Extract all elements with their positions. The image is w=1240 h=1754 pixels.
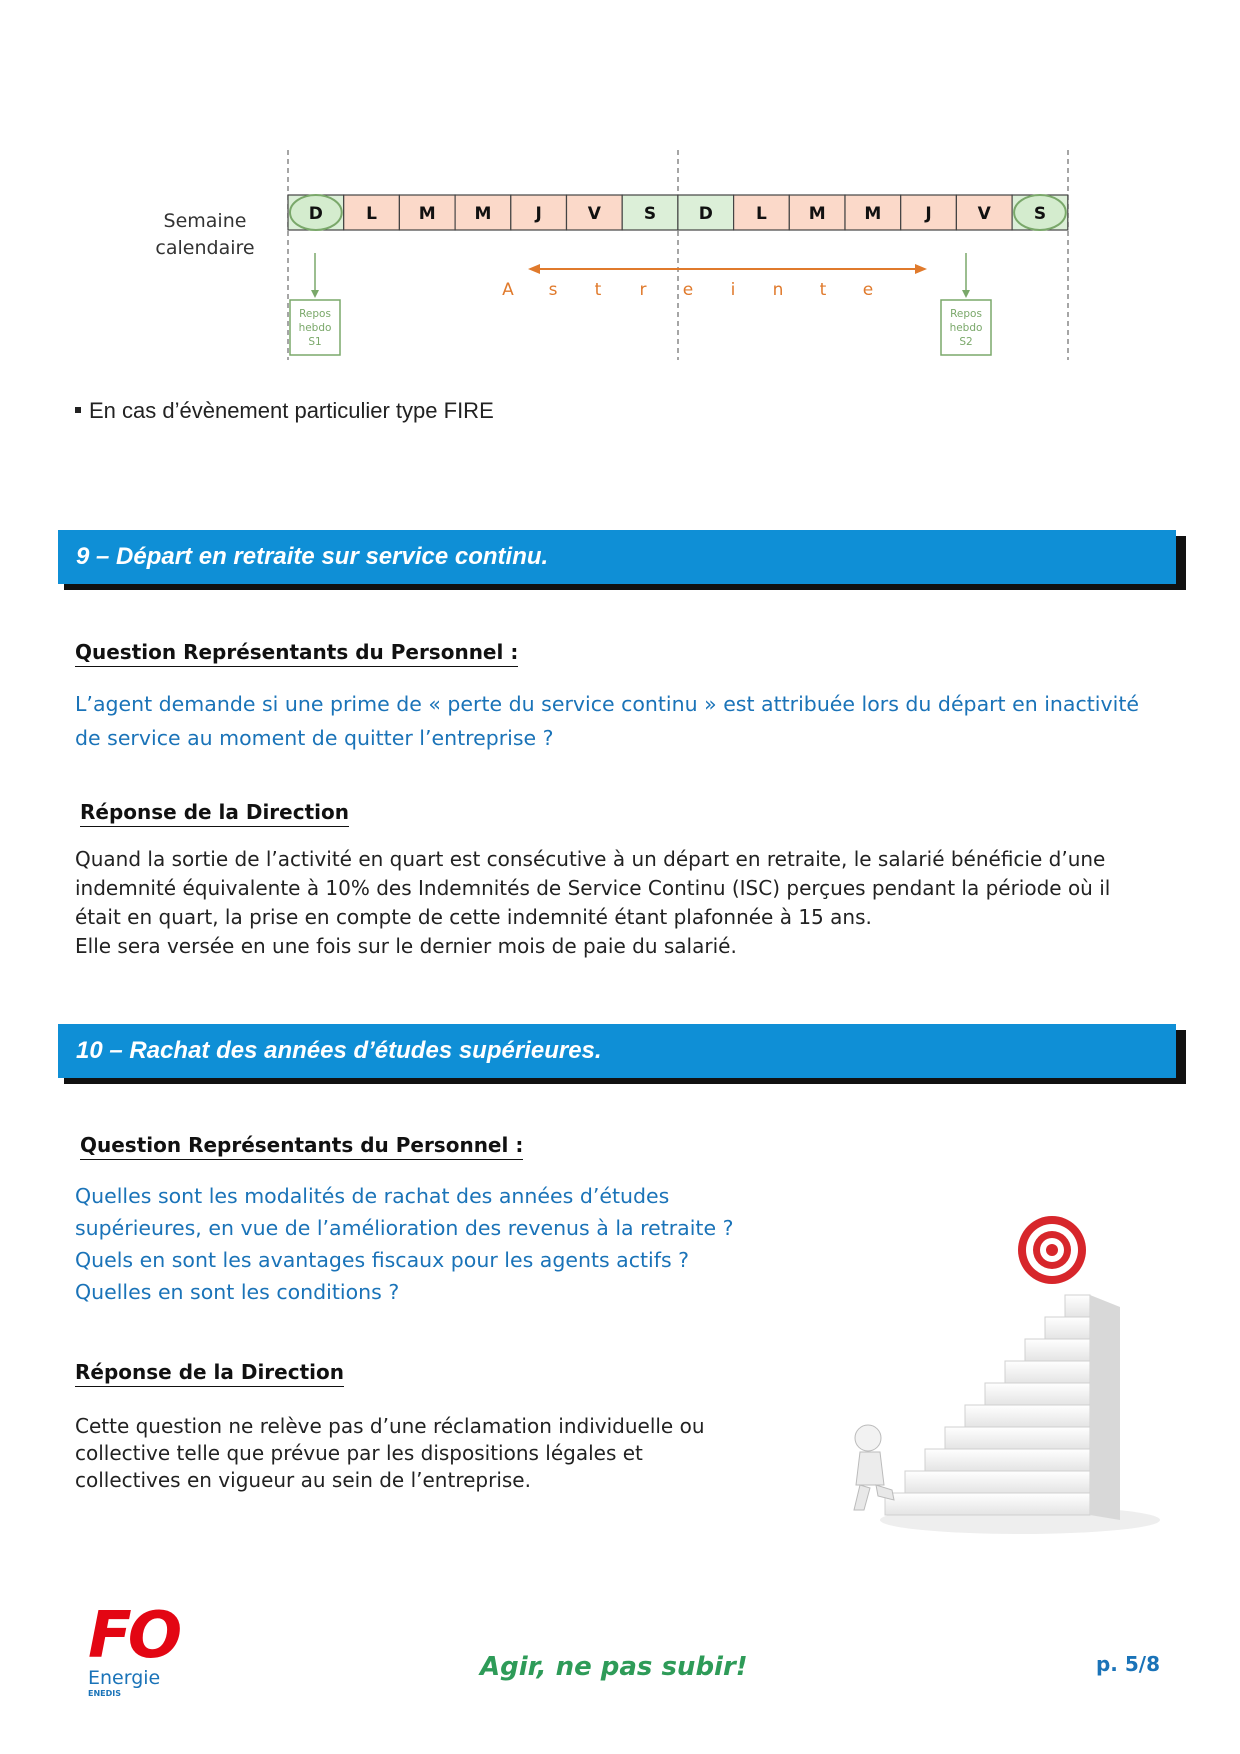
stair-step bbox=[925, 1449, 1090, 1471]
stair-step bbox=[945, 1427, 1090, 1449]
repos-left-line1: Repos bbox=[299, 308, 331, 320]
fo-logo-sub: Energie bbox=[88, 1667, 161, 1689]
staircase-target-illustration bbox=[790, 1190, 1160, 1540]
stair-step bbox=[965, 1405, 1090, 1427]
stair-step bbox=[1025, 1339, 1090, 1361]
day-letter: D bbox=[698, 204, 713, 224]
stair-step bbox=[885, 1493, 1090, 1515]
section9-answer-line: Quand la sortie de l’activité en quart est consécutive à un départ en retraite, le salarié bénéficie d’une bbox=[75, 847, 1106, 871]
section10-answer-line: Cette question ne relève pas d’une réclamation individuelle ou bbox=[75, 1414, 705, 1438]
section10-answer-heading: Réponse de la Direction bbox=[75, 1360, 344, 1387]
fire-bullet-text: En cas d’évènement particulier type FIRE bbox=[89, 398, 494, 423]
section9-answer-heading: Réponse de la Direction bbox=[80, 800, 349, 827]
stair-step bbox=[1045, 1317, 1090, 1339]
repos-right-line1: Repos bbox=[950, 308, 982, 320]
repos-right-line2: hebdo bbox=[949, 322, 983, 334]
day-letter: M bbox=[474, 204, 492, 224]
astreinte-letter: s bbox=[548, 280, 558, 300]
section9-answer-line: était en quart, la prise en compte de cette indemnité étant plafonnée à 15 ans. bbox=[75, 905, 872, 929]
section9-question-line: L’agent demande si une prime de « perte du service continu » est attribuée lors du départ en inactivité bbox=[75, 692, 1139, 716]
astreinte-letter: e bbox=[682, 280, 694, 300]
section10-question-heading: Question Représentants du Personnel : bbox=[80, 1133, 523, 1160]
day-letter: V bbox=[587, 204, 601, 224]
day-letter: J bbox=[535, 204, 542, 224]
astreinte-letter: i bbox=[730, 280, 736, 300]
target-icon bbox=[1018, 1216, 1086, 1284]
day-letter: L bbox=[366, 204, 377, 224]
section10-title: 10 – Rachat des années d’études supérieures. bbox=[76, 1037, 602, 1064]
day-letter: L bbox=[756, 204, 767, 224]
day-letter: S bbox=[643, 204, 657, 224]
stair-step bbox=[905, 1471, 1090, 1493]
section10-answer bbox=[75, 1413, 795, 1494]
section10-question-line: Quels en sont les avantages fiscaux pour les agents actifs ? bbox=[75, 1248, 690, 1272]
astreinte-letter: r bbox=[639, 280, 647, 300]
astreinte-letter: n bbox=[772, 280, 784, 300]
repos-left-line3: S1 bbox=[308, 336, 322, 348]
astreinte-letter: t bbox=[819, 280, 827, 300]
repos-left-line2: hebdo bbox=[298, 322, 332, 334]
day-letter: J bbox=[925, 204, 932, 224]
fo-logo-mark: FO bbox=[88, 1599, 179, 1673]
section9-title: 9 – Départ en retraite sur service continu. bbox=[76, 543, 549, 570]
section9-question bbox=[75, 687, 1185, 755]
day-letter: S bbox=[1033, 204, 1047, 224]
day-letter: D bbox=[308, 204, 323, 224]
astreinte-letter: A bbox=[502, 280, 514, 300]
stair-step bbox=[1005, 1361, 1090, 1383]
section9-header bbox=[58, 530, 1176, 584]
calendar-week-diagram bbox=[150, 145, 1080, 365]
astreinte-letter: e bbox=[862, 280, 874, 300]
section10-question bbox=[75, 1180, 795, 1308]
section10-answer-line: collective telle que prévue par les dispositions légales et bbox=[75, 1441, 643, 1465]
diagram-row-label-line2: calendaire bbox=[155, 237, 255, 259]
day-letter: V bbox=[977, 204, 991, 224]
bullet-marker bbox=[75, 407, 81, 413]
section10-answer-line: collectives en vigueur au sein de l’entreprise. bbox=[75, 1468, 531, 1492]
section9-question-heading: Question Représentants du Personnel : bbox=[75, 640, 518, 667]
section10-question-line: Quelles en sont les conditions ? bbox=[75, 1280, 400, 1304]
person-figure-icon bbox=[854, 1425, 894, 1510]
stair-step bbox=[1065, 1295, 1090, 1317]
section9-answer-line: indemnité équivalente à 10% des Indemnités de Service Continu (ISC) perçues pendant la période où il bbox=[75, 876, 1111, 900]
section9-answer-line: Elle sera versée en une fois sur le dernier mois de paie du salarié. bbox=[75, 934, 737, 958]
fire-bullet bbox=[75, 398, 494, 424]
section10-question-line: supérieures, en vue de l’amélioration des revenus à la retraite ? bbox=[75, 1216, 734, 1240]
section10-header bbox=[58, 1024, 1176, 1078]
page-number: p. 5/8 bbox=[1095, 1652, 1160, 1676]
day-letter: M bbox=[418, 204, 436, 224]
footer-slogan: Agir, ne pas subir! bbox=[480, 1652, 748, 1682]
section9-question-line: de service au moment de quitter l’entreprise ? bbox=[75, 726, 554, 750]
repos-right-line3: S2 bbox=[959, 336, 973, 348]
fo-energie-logo bbox=[88, 1599, 179, 1698]
section9-answer bbox=[75, 845, 1195, 961]
stair-step bbox=[985, 1383, 1090, 1405]
diagram-row-label-line1: Semaine bbox=[163, 210, 247, 232]
stair-side bbox=[1090, 1295, 1120, 1520]
fo-logo-sub2: ENEDIS bbox=[88, 1689, 122, 1698]
day-letter: M bbox=[864, 204, 882, 224]
astreinte-letter: t bbox=[594, 280, 602, 300]
section10-question-line: Quelles sont les modalités de rachat des années d’études bbox=[75, 1184, 670, 1208]
day-letter: M bbox=[808, 204, 826, 224]
